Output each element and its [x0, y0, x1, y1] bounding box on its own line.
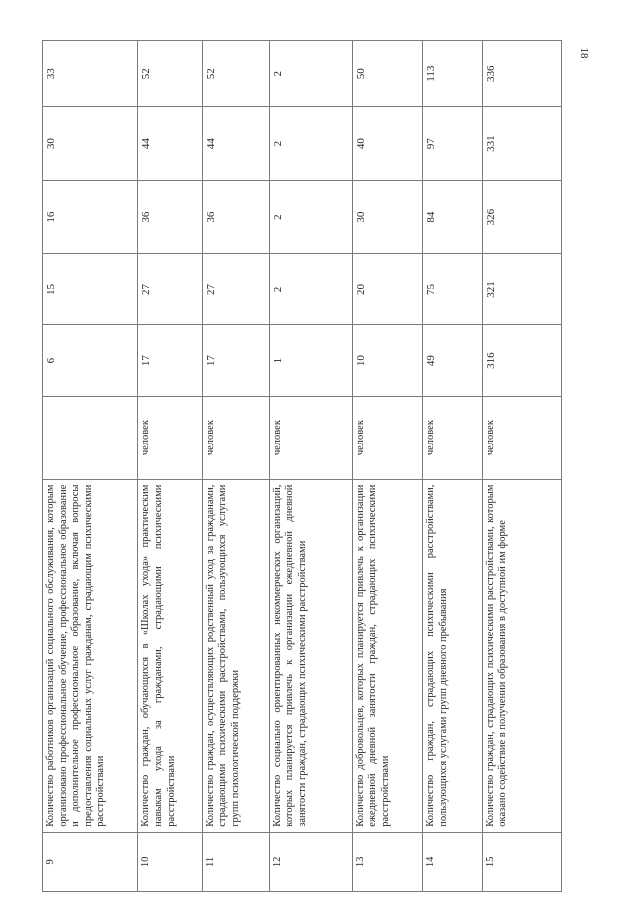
value-cell-2: 2 — [269, 254, 352, 325]
value-cell-4: 30 — [43, 107, 138, 180]
page-number: 18 — [578, 47, 590, 59]
value-cell-2: 321 — [482, 254, 561, 325]
unit-cell: человек — [202, 396, 269, 479]
value-cell-4: 44 — [202, 107, 269, 180]
indicator-description-cell: Количество граждан, страдающих психическими расстройствами, пользующихся услугами групп дневного пребывания — [423, 479, 482, 832]
table-row — [138, 41, 202, 892]
table-row — [482, 41, 561, 892]
row-number-cell: 9 — [43, 832, 138, 891]
unit-cell — [43, 396, 138, 479]
value-cell-5: 50 — [352, 41, 423, 107]
unit-cell: человек — [423, 396, 482, 479]
value-cell-1: 6 — [43, 325, 138, 396]
value-cell-5: 52 — [202, 41, 269, 107]
unit-cell: человек — [482, 396, 561, 479]
value-cell-1: 17 — [138, 325, 202, 396]
indicators-table — [42, 40, 562, 892]
value-cell-2: 75 — [423, 254, 482, 325]
value-cell-5: 113 — [423, 41, 482, 107]
value-cell-4: 44 — [138, 107, 202, 180]
unit-cell: человек — [138, 396, 202, 479]
table-row — [352, 41, 423, 892]
value-cell-3: 84 — [423, 180, 482, 253]
rotated-page-area — [42, 40, 562, 892]
value-cell-3: 326 — [482, 180, 561, 253]
table-row — [202, 41, 269, 892]
unit-cell: человек — [352, 396, 423, 479]
table-row — [269, 41, 352, 892]
indicator-description-cell: Количество добровольцев, которых планируется привлечь к организации ежедневной дневной занятости граждан, страдающих психическими расстройствами — [352, 479, 423, 832]
indicator-description-cell: Количество социально ориентированных некоммерческих организаций, которых планируется привлечь к организации ежедневной дневной занятости граждан, страдающих психическими расстройствами — [269, 479, 352, 832]
unit-cell: человек — [269, 396, 352, 479]
value-cell-3: 16 — [43, 180, 138, 253]
value-cell-4: 40 — [352, 107, 423, 180]
table-row — [423, 41, 482, 892]
value-cell-1: 10 — [352, 325, 423, 396]
value-cell-5: 33 — [43, 41, 138, 107]
value-cell-2: 27 — [202, 254, 269, 325]
indicator-description-cell: Количество граждан, страдающих психическими расстройствами, которым оказано содействие в получении образования в доступной им форме — [482, 479, 561, 832]
value-cell-1: 49 — [423, 325, 482, 396]
indicator-description-cell: Количество граждан, осуществляющих родственный уход за гражданами, страдающими психическими расстройствами, пользующихся услугами групп психологической поддержки — [202, 479, 269, 832]
value-cell-1: 17 — [202, 325, 269, 396]
indicator-description-cell: Количество работников организаций социального обслуживания, которым организовано профессиональное обучение, профессиональное образование и дополнительное профессиональное образование, включая вопросы предоставления социальных услуг гражданам, страдающим психическими расстройствами — [43, 479, 138, 832]
value-cell-2: 20 — [352, 254, 423, 325]
table-body — [43, 41, 562, 892]
value-cell-5: 336 — [482, 41, 561, 107]
row-number-cell: 14 — [423, 832, 482, 891]
value-cell-3: 30 — [352, 180, 423, 253]
value-cell-1: 1 — [269, 325, 352, 396]
row-number-cell: 15 — [482, 832, 561, 891]
row-number-cell: 10 — [138, 832, 202, 891]
value-cell-4: 331 — [482, 107, 561, 180]
value-cell-5: 52 — [138, 41, 202, 107]
value-cell-2: 27 — [138, 254, 202, 325]
row-number-cell: 13 — [352, 832, 423, 891]
value-cell-1: 316 — [482, 325, 561, 396]
row-number-cell: 12 — [269, 832, 352, 891]
value-cell-3: 36 — [138, 180, 202, 253]
value-cell-3: 36 — [202, 180, 269, 253]
row-number-cell: 11 — [202, 832, 269, 891]
value-cell-3: 2 — [269, 180, 352, 253]
value-cell-2: 15 — [43, 254, 138, 325]
value-cell-4: 2 — [269, 107, 352, 180]
value-cell-5: 2 — [269, 41, 352, 107]
table-row — [43, 41, 138, 892]
value-cell-4: 97 — [423, 107, 482, 180]
indicator-description-cell: Количество граждан, обучающихся в «Школах ухода» практическим навыкам ухода за гражданами, страдающими психическими расстройствами — [138, 479, 202, 832]
